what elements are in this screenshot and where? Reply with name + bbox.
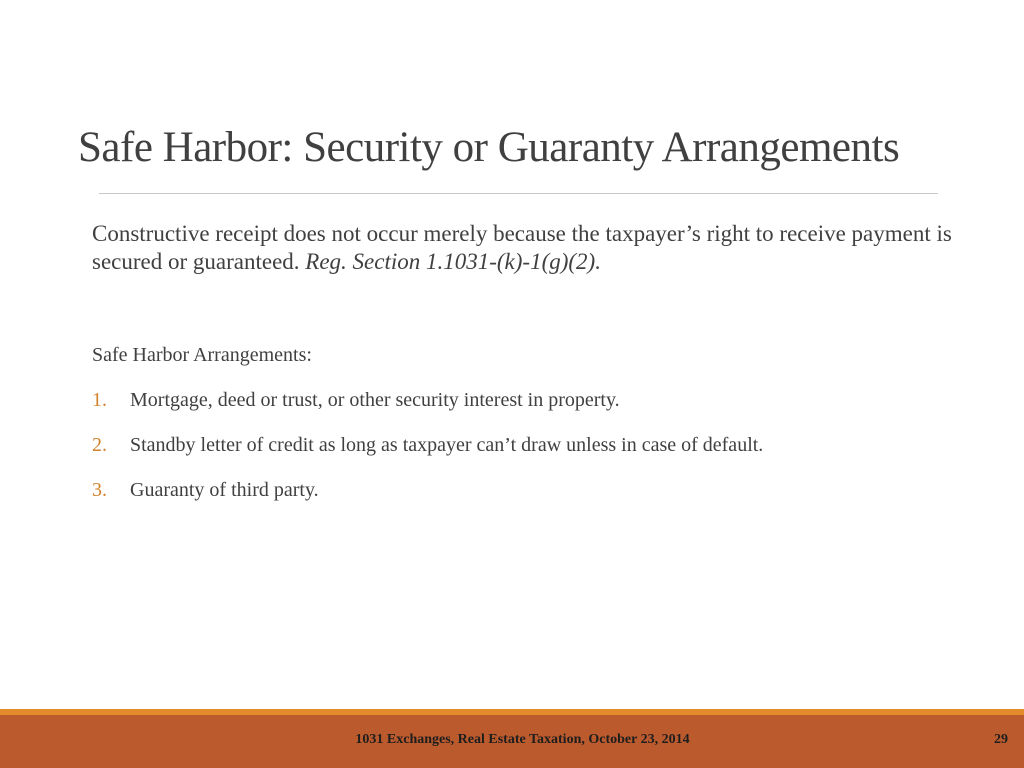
footer-bar — [0, 715, 1024, 768]
arrangements-list — [92, 387, 972, 522]
footer-text: 1031 Exchanges, Real Estate Taxation, October 23, 2014 — [355, 732, 690, 747]
regulation-reference: Reg. Section 1.1031-(k)-1(g)(2). — [305, 249, 601, 274]
list-item-number: 1. — [92, 389, 107, 411]
intro-text: Constructive receipt does not occur merely because the taxpayer’s right to receive payment is secured or guaranteed. — [92, 221, 952, 274]
list-item-number: 2. — [92, 434, 107, 456]
list-item — [92, 387, 972, 432]
list-heading: Safe Harbor Arrangements: — [92, 344, 312, 366]
list-item — [92, 432, 972, 477]
intro-paragraph — [92, 220, 952, 276]
list-item-text: Mortgage, deed or trust, or other security interest in property. — [130, 389, 620, 411]
list-item-number: 3. — [92, 479, 107, 501]
slide-title: Safe Harbor: Security or Guaranty Arrangements — [78, 124, 900, 171]
list-item — [92, 477, 972, 522]
page-number: 29 — [994, 732, 1008, 747]
title-divider — [99, 193, 938, 194]
list-item-text: Standby letter of credit as long as taxpayer can’t draw unless in case of default. — [130, 434, 764, 456]
list-item-text: Guaranty of third party. — [130, 479, 319, 501]
